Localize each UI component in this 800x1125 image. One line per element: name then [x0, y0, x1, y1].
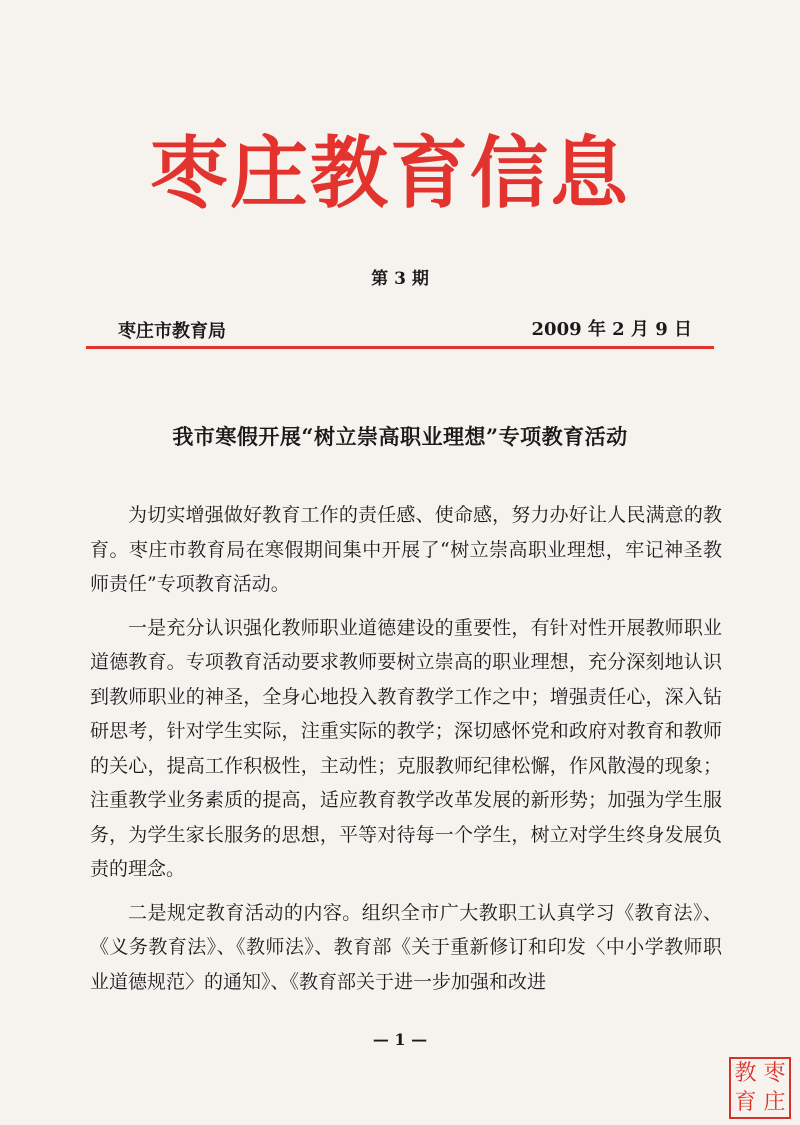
paragraph: 为切实增强做好教育工作的责任感、使命感，努力办好让人民满意的教育。枣庄市教育局在寒假期间集中开展了“树立崇高职业理想，牢记神圣教师责任”专项教育活动。: [90, 504, 722, 595]
page-number: — 1 —: [372, 1030, 428, 1049]
seal-stamp: [729, 1057, 791, 1119]
paragraph: 一是充分认识强化教师职业道德建设的重要性，有针对性开展教师职业道德教育。专项教育活动要求教师要树立崇高的职业理想，充分深刻地认识到教师职业的神圣，全身心地投入教育教学工作之中；增强责任心，深入钻研思考，针对学生实际，注重实际的教学；深切感怀党和政府对教育和教师的关心，提高工作积极性，主动性；克服教师纪律松懈，作风散漫的现象；注重教学业务素质的提高，适应教育教学改革发展的新形势；加强为学生服务，为学生家长服务的思想，平等对待每一个学生，树立对学生终身发展负责的理念。: [90, 616, 722, 880]
publisher-name: 枣庄市教育局: [118, 321, 226, 342]
seal-char: 教: [734, 1060, 757, 1086]
header-divider: [86, 346, 714, 349]
issue-number: 第 3 期: [371, 269, 429, 289]
paragraph: 二是规定教育活动的内容。组织全市广大教职工认真学习《教育法》、《义务教育法》、《教师法》、教育部《关于重新修订和印发〈中小学教师职业道德规范〉的通知》、《教育部关于进一步加强和改进: [90, 901, 722, 993]
article-title: 我市寒假开展“树立崇高职业理想”专项教育活动: [172, 424, 628, 449]
publish-date: 2009 年 2 月 9 日: [531, 319, 692, 340]
seal-char: 枣: [763, 1060, 786, 1086]
seal-char: 育: [734, 1089, 757, 1115]
article-body: [90, 498, 722, 999]
masthead-title: 枣庄教育信息: [150, 129, 631, 219]
seal-char: 庄: [763, 1089, 786, 1115]
